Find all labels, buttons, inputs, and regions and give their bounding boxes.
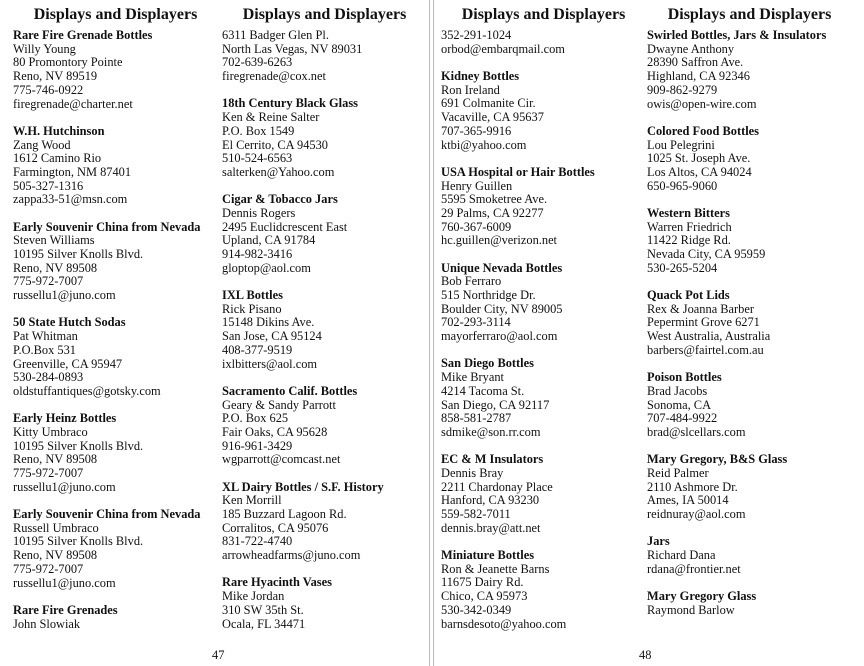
list-item	[222, 97, 427, 179]
list-item	[222, 193, 427, 275]
contact-line: russellu1@juno.com	[13, 575, 116, 590]
contact-line: Ames, IA 50014	[647, 493, 729, 508]
contact-line: brad@slcellars.com	[647, 424, 746, 439]
list-item	[647, 453, 852, 522]
page-47	[0, 0, 430, 666]
list-item	[647, 125, 852, 194]
contact-line: 2211 Chardonay Place	[441, 479, 553, 494]
contact-line: 530-265-5204	[647, 260, 718, 275]
contact-line: Corralitos, CA 95076	[222, 520, 329, 535]
column-header: Displays and Displayers	[242, 6, 407, 23]
contact-line: Pepermint Grove 6271	[647, 315, 760, 330]
contact-line: 702-293-3114	[441, 315, 511, 330]
contact-line: 707-365-9916	[441, 123, 512, 138]
contact-line: Ken Morrill	[222, 493, 282, 508]
category-heading: Kidney Bottles	[441, 69, 520, 83]
entry-list	[647, 25, 852, 617]
category-heading: Sacramento Calif. Bottles	[222, 383, 358, 398]
contact-line: Steven Williams	[13, 233, 95, 248]
category-heading: Mary Gregory Glass	[647, 589, 757, 604]
contact-line: Rex & Joanna Barber	[647, 301, 755, 316]
contact-line: 1025 St. Joseph Ave.	[647, 151, 751, 166]
contact-line: Highland, CA 92346	[647, 69, 750, 84]
contact-line: 650-965-9060	[647, 178, 718, 193]
contact-line: Chico, CA 95973	[441, 589, 528, 604]
contact-line: 775-746-0922	[13, 82, 84, 97]
list-item	[441, 549, 646, 631]
contact-line: orbod@embarqmail.com	[441, 41, 565, 56]
list-item	[13, 316, 218, 398]
contact-line: Lou Pelegrini	[647, 137, 715, 152]
page-number: 48	[639, 648, 652, 662]
contact-line: 29 Palms, CA 92277	[441, 205, 544, 220]
list-item	[647, 289, 852, 358]
contact-line: Richard Dana	[647, 548, 716, 563]
list-item	[13, 125, 218, 207]
column-header: Displays and Displayers	[667, 6, 832, 23]
contact-line: Mike Bryant	[441, 370, 504, 385]
contact-line: sdmike@son.rr.com	[441, 424, 541, 439]
contact-line: 10195 Silver Knolls Blvd.	[13, 247, 144, 262]
contact-line: 2495 Euclidcrescent East	[222, 219, 348, 234]
contact-line: 408-377-9519	[222, 342, 293, 357]
category-heading: USA Hospital or Hair Bottles	[441, 164, 595, 179]
list-item	[441, 166, 646, 248]
contact-line: 858-581-2787	[441, 411, 512, 426]
list-item	[441, 29, 646, 56]
category-heading: Colored Food Bottles	[647, 123, 759, 138]
contact-line: Fair Oaks, CA 95628	[222, 424, 328, 439]
list-item	[441, 453, 646, 535]
contact-line: Zang Wood	[13, 137, 71, 152]
contact-line: dennis.bray@att.net	[441, 520, 541, 535]
contact-line: 4214 Tacoma St.	[441, 383, 525, 398]
contact-line: Dennis Bray	[441, 465, 504, 480]
category-heading: Unique Nevada Bottles	[441, 260, 563, 275]
contact-line: Rick Pisano	[222, 301, 282, 316]
contact-line: firegrenade@charter.net	[13, 96, 133, 111]
page-number: 47	[212, 648, 225, 662]
contact-line: Sonoma, CA	[647, 397, 712, 412]
contact-line: oldstuffantiques@gotsky.com	[13, 383, 161, 398]
category-heading: Miniature Bottles	[441, 548, 535, 563]
list-item	[222, 29, 427, 84]
contact-line: 530-342-0349	[441, 602, 512, 617]
contact-line: Reno, NV 89508	[13, 260, 98, 275]
contact-line: 510-524-6563	[222, 151, 293, 166]
list-item	[13, 508, 218, 590]
contact-line: Farmington, NM 87401	[13, 164, 132, 179]
contact-line: Ken & Reine Salter	[222, 110, 320, 125]
list-item	[647, 207, 852, 276]
contact-line: Greenville, CA 95947	[13, 356, 123, 371]
contact-line: firegrenade@cox.net	[222, 69, 326, 84]
contact-line: 10195 Silver Knolls Blvd.	[13, 438, 144, 453]
contact-line: 11675 Dairy Rd.	[441, 575, 524, 590]
contact-line: John Slowiak	[13, 616, 81, 631]
contact-line: barbers@fairtel.com.au	[647, 342, 764, 357]
column-2	[222, 0, 427, 645]
contact-line: Ocala, FL 34471	[222, 616, 306, 631]
category-heading: Cigar & Tobacco Jars	[222, 192, 338, 207]
category-heading: Mary Gregory, B&S Glass	[647, 452, 788, 467]
category-heading: Jars	[647, 534, 670, 549]
contact-line: gloptop@aol.com	[222, 260, 311, 275]
contact-line: 775-972-7007	[13, 561, 84, 576]
column-3	[441, 0, 646, 645]
category-heading: Rare Fire Grenade Bottles	[13, 28, 153, 42]
contact-line: 28390 Saffron Ave.	[647, 55, 744, 70]
contact-line: El Cerrito, CA 94530	[222, 137, 329, 152]
contact-line: barnsdesoto@yahoo.com	[441, 616, 567, 631]
column-header: Displays and Displayers	[33, 6, 198, 23]
contact-line: 5595 Smoketree Ave.	[441, 192, 548, 207]
contact-line: 2110 Ashmore Dr.	[647, 479, 738, 494]
category-heading: Early Souvenir China from Nevada	[13, 219, 201, 234]
contact-line: rdana@frontier.net	[647, 561, 741, 576]
list-item	[441, 262, 646, 344]
category-heading: Rare Fire Grenades	[13, 602, 118, 617]
contact-line: P.O. Box 625	[222, 411, 289, 426]
contact-line: 775-972-7007	[13, 466, 84, 481]
category-heading: Early Souvenir China from Nevada	[13, 507, 201, 522]
contact-line: Hanford, CA 93230	[441, 493, 540, 508]
list-item	[222, 385, 427, 467]
contact-line: 80 Promontory Pointe	[13, 55, 123, 70]
category-heading: W.H. Hutchinson	[13, 123, 105, 138]
list-item	[441, 357, 646, 439]
list-item	[441, 70, 646, 152]
contact-line: San Jose, CA 95124	[222, 329, 322, 344]
list-item	[647, 535, 852, 576]
contact-line: russellu1@juno.com	[13, 479, 116, 494]
contact-line: hc.guillen@verizon.net	[441, 233, 558, 248]
list-item	[647, 29, 852, 111]
category-heading: Swirled Bottles, Jars & Insulators	[647, 28, 827, 42]
contact-line: Reid Palmer	[647, 465, 709, 480]
contact-line: 6311 Badger Glen Pl.	[222, 28, 329, 42]
contact-line: Reno, NV 89508	[13, 452, 98, 467]
list-item	[222, 289, 427, 371]
category-heading: Western Bitters	[647, 205, 730, 220]
contact-line: Mike Jordan	[222, 589, 285, 604]
category-heading: Early Heinz Bottles	[13, 411, 117, 426]
contact-line: 760-367-6009	[441, 219, 512, 234]
contact-line: P.O. Box 1549	[222, 123, 295, 138]
list-item	[222, 576, 427, 631]
contact-line: Henry Guillen	[441, 178, 513, 193]
page-48	[433, 0, 863, 666]
column-header: Displays and Displayers	[461, 6, 626, 23]
contact-line: mayorferraro@aol.com	[441, 329, 558, 344]
category-heading: 50 State Hutch Sodas	[13, 315, 126, 330]
contact-line: 914-982-3416	[222, 247, 293, 262]
category-heading: IXL Bottles	[222, 288, 283, 303]
contact-line: 909-862-9279	[647, 82, 718, 97]
contact-line: Brad Jacobs	[647, 383, 708, 398]
entry-list	[441, 25, 646, 631]
contact-line: 11422 Ridge Rd.	[647, 233, 731, 248]
entry-list	[13, 25, 218, 631]
contact-line: Upland, CA 91784	[222, 233, 316, 248]
contact-line: ixlbitters@aol.com	[222, 356, 318, 371]
contact-line: Reno, NV 89508	[13, 548, 98, 563]
category-heading: Poison Bottles	[647, 370, 722, 385]
contact-line: Dennis Rogers	[222, 205, 296, 220]
list-item	[647, 371, 852, 440]
contact-line: Willy Young	[13, 41, 76, 56]
contact-line: 707-484-9922	[647, 411, 718, 426]
list-item	[13, 29, 218, 111]
entry-list	[222, 25, 427, 631]
contact-line: San Diego, CA 92117	[441, 397, 550, 412]
contact-line: 530-284-0893	[13, 370, 84, 385]
contact-line: 515 Northridge Dr.	[441, 288, 536, 303]
category-heading: San Diego Bottles	[441, 356, 534, 371]
category-heading: Quack Pot Lids	[647, 288, 730, 303]
contact-line: North Las Vegas, NV 89031	[222, 41, 363, 56]
contact-line: Pat Whitman	[13, 329, 78, 344]
contact-line: Boulder City, NV 89005	[441, 301, 563, 316]
list-item	[13, 221, 218, 303]
list-item	[222, 481, 427, 563]
contact-line: Reno, NV 89519	[13, 69, 98, 84]
contact-line: 1612 Camino Rio	[13, 151, 102, 166]
contact-line: salterken@Yahoo.com	[222, 164, 335, 179]
contact-line: Vacaville, CA 95637	[441, 110, 544, 125]
contact-line: Ron & Jeanette Barns	[441, 561, 550, 576]
column-4	[647, 0, 852, 631]
contact-line: Geary & Sandy Parrott	[222, 397, 336, 412]
contact-line: arrowheadfarms@juno.com	[222, 548, 361, 563]
contact-line: owis@open-wire.com	[647, 96, 757, 111]
contact-line: ktbi@yahoo.com	[441, 137, 527, 152]
contact-line: 185 Buzzard Lagoon Rd.	[222, 507, 347, 522]
contact-line: wgparrott@comcast.net	[222, 452, 341, 467]
list-item	[647, 590, 852, 617]
contact-line: P.O.Box 531	[13, 342, 76, 357]
contact-line: Dwayne Anthony	[647, 41, 735, 56]
contact-line: zappa33-51@msn.com	[13, 192, 128, 207]
contact-line: 831-722-4740	[222, 534, 293, 549]
contact-line: 691 Colmanite Cir.	[441, 96, 536, 111]
contact-line: Raymond Barlow	[647, 602, 735, 617]
contact-line: Kitty Umbraco	[13, 424, 88, 439]
category-heading: EC & M Insulators	[441, 452, 544, 467]
contact-line: 702-639-6263	[222, 55, 293, 70]
column-1	[13, 0, 218, 645]
contact-line: reidnuray@aol.com	[647, 507, 746, 522]
contact-line: West Australia, Australia	[647, 329, 771, 344]
contact-line: Warren Friedrich	[647, 219, 732, 234]
category-heading: XL Dairy Bottles / S.F. History	[222, 479, 384, 494]
contact-line: russellu1@juno.com	[13, 288, 116, 303]
contact-line: 10195 Silver Knolls Blvd.	[13, 534, 144, 549]
contact-line: Los Altos, CA 94024	[647, 164, 752, 179]
contact-line: Bob Ferraro	[441, 274, 502, 289]
contact-line: Nevada City, CA 95959	[647, 247, 766, 262]
category-heading: 18th Century Black Glass	[222, 96, 358, 111]
list-item	[13, 412, 218, 494]
contact-line: 775-972-7007	[13, 274, 84, 289]
contact-line: 916-961-3429	[222, 438, 293, 453]
contact-line: 15148 Dikins Ave.	[222, 315, 315, 330]
contact-line: Russell Umbraco	[13, 520, 99, 535]
contact-line: Ron Ireland	[441, 82, 500, 97]
contact-line: 505-327-1316	[13, 178, 84, 193]
list-item	[13, 604, 218, 631]
contact-line: 352-291-1024	[441, 28, 512, 42]
contact-line: 559-582-7011	[441, 507, 511, 522]
contact-line: 310 SW 35th St.	[222, 602, 304, 617]
category-heading: Rare Hyacinth Vases	[222, 575, 332, 590]
